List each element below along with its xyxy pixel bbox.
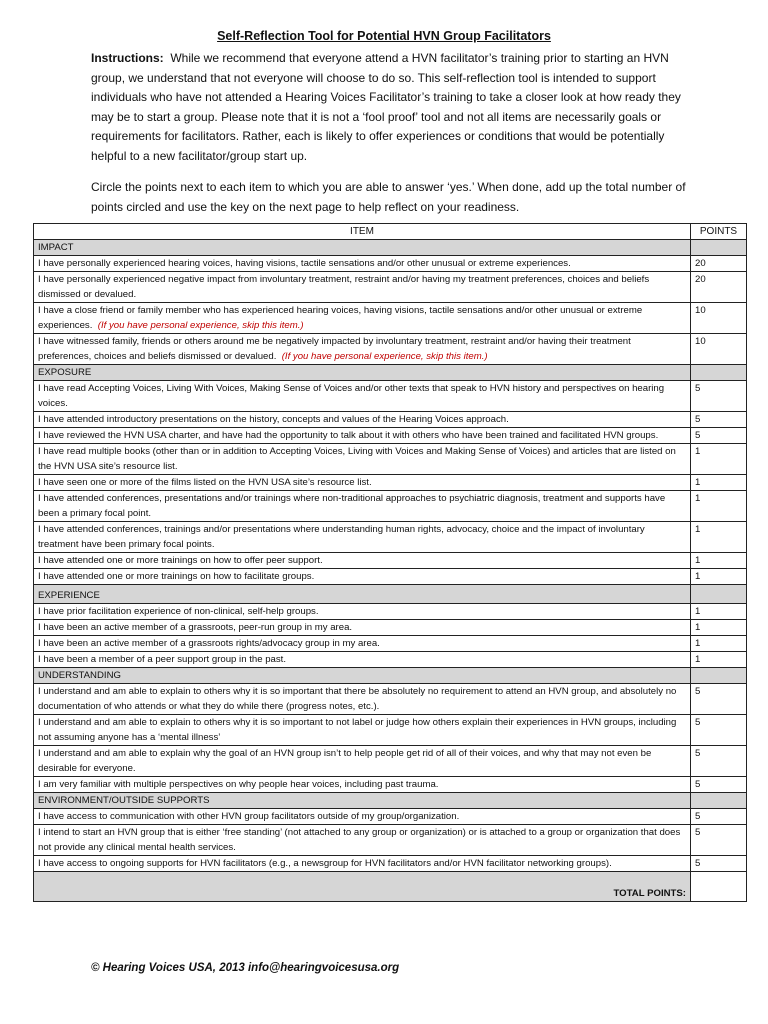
table-row	[34, 475, 747, 491]
item-points[interactable]: 5	[691, 856, 747, 872]
table-row	[34, 636, 747, 652]
total-row	[34, 872, 747, 902]
section-header-exposure	[34, 365, 747, 381]
table-row	[34, 856, 747, 872]
item-points[interactable]: 5	[691, 381, 747, 412]
table-row	[34, 381, 747, 412]
table-row	[34, 652, 747, 668]
instructions-paragraph	[91, 49, 691, 167]
skip-note: (If you have personal experience, skip this item.)	[97, 320, 304, 331]
item-text: I have been an active member of a grassroots rights/advocacy group in my area.	[34, 636, 691, 652]
table-row	[34, 428, 747, 444]
table-row	[34, 825, 747, 856]
table-row	[34, 522, 747, 553]
item-points[interactable]: 5	[691, 777, 747, 793]
table-row	[34, 256, 747, 272]
table-row	[34, 491, 747, 522]
item-text: I have prior facilitation experience of non-clinical, self-help groups.	[34, 604, 691, 620]
table-row	[34, 604, 747, 620]
item-text: I have access to ongoing supports for HVN facilitators (e.g., a newsgroup for HVN facilitators and/or HVN facilitator networking groups).	[34, 856, 691, 872]
document-title: Self-Reflection Tool for Potential HVN Group Facilitators	[217, 29, 551, 43]
instructions-label: Instructions:	[91, 51, 164, 65]
item-text: I have read Accepting Voices, Living With Voices, Making Sense of Voices and/or other texts that speak to HVN history and perspectives on hearing voices.	[34, 381, 691, 412]
item-text: I have attended conferences, presentations and/or trainings where non-traditional approaches to psychiatric diagnosis, treatment and supports have been a primary focal point.	[34, 491, 691, 522]
table-header-row	[34, 224, 747, 240]
table-row	[34, 334, 747, 365]
table-row	[34, 777, 747, 793]
item-text: I have been a member of a peer support group in the past.	[34, 652, 691, 668]
total-points-label: TOTAL POINTS:	[34, 872, 691, 902]
item-points[interactable]: 10	[691, 334, 747, 365]
table-row	[34, 444, 747, 475]
item-points[interactable]: 1	[691, 475, 747, 491]
item-text: I have attended introductory presentations on the history, concepts and values of the Hearing Voices approach.	[34, 412, 691, 428]
table-row	[34, 684, 747, 715]
item-text: I have attended conferences, trainings and/or presentations where understanding human rights, advocacy, choice and the impact of involuntary treatment have been primary focal points.	[34, 522, 691, 553]
item-text: I have personally experienced hearing voices, having visions, tactile sensations and/or other unusual or extreme experiences.	[34, 256, 691, 272]
section-title: IMPACT	[34, 240, 691, 256]
table-row	[34, 412, 747, 428]
points-column-header: POINTS	[691, 224, 747, 240]
item-text: I have a close friend or family member who has experienced hearing voices, having visions, tactile sensations and/or other unusual or extreme experiences.	[38, 305, 643, 331]
self-reflection-table	[33, 223, 747, 902]
item-points[interactable]: 1	[691, 522, 747, 553]
section-header-understanding	[34, 668, 747, 684]
item-points[interactable]: 20	[691, 272, 747, 303]
instructions-text: While we recommend that everyone attend a HVN facilitator’s training prior to starting an HVN group, we understand that not everyone will choose to do so. This self-reflection tool is intended to support individuals who have not attended a Hearing Voices Facilitator’s training to take a closer look at how ready they may be to start a group. Please note that it is not a ‘fool proof’ tool and not all items are necessarily goals or requirements for facilitators. Rather, each is likely to offer experiences or conditions that would be potentially helpful to a new facilitator/group start up.	[91, 51, 681, 163]
item-text: I understand and am able to explain to others why it is so important that there be absolutely no requirement to attend an HVN group, and absolutely no documentation of who attends or what they do while there (progress notes, etc.).	[34, 684, 691, 715]
item-text: I am very familiar with multiple perspectives on why people hear voices, including past trauma.	[34, 777, 691, 793]
item-points[interactable]: 1	[691, 652, 747, 668]
copyright-footer: © Hearing Voices USA, 2013 info@hearingvoicesusa.org	[91, 962, 400, 974]
item-points[interactable]: 5	[691, 746, 747, 777]
item-text: I have seen one or more of the films listed on the HVN USA site’s resource list.	[34, 475, 691, 491]
item-points[interactable]: 1	[691, 491, 747, 522]
section-title: UNDERSTANDING	[34, 668, 691, 684]
table-row	[34, 553, 747, 569]
item-points[interactable]: 5	[691, 412, 747, 428]
table-row	[34, 569, 747, 585]
item-text: I have access to communication with other HVN group facilitators outside of my group/organization.	[34, 809, 691, 825]
item-text: I have attended one or more trainings on how to offer peer support.	[34, 553, 691, 569]
item-points[interactable]: 5	[691, 825, 747, 856]
section-header-experience	[34, 585, 747, 604]
item-points[interactable]: 1	[691, 620, 747, 636]
item-points[interactable]: 1	[691, 636, 747, 652]
item-points[interactable]: 1	[691, 553, 747, 569]
item-text: I have witnessed family, friends or others around me be negatively impacted by involuntary treatment, restraint and/or having their treatment preferences, choices and beliefs dismissed or devalued.	[38, 336, 631, 362]
item-column-header: ITEM	[34, 224, 691, 240]
item-text: I have read multiple books (other than or in addition to Accepting Voices, Living with Voices and Making Sense of Voices) and articles that are listed on the HVN USA site’s resource list.	[34, 444, 691, 475]
item-cell	[34, 303, 691, 334]
total-points-field[interactable]	[691, 872, 747, 902]
item-text: I have attended one or more trainings on how to facilitate groups.	[34, 569, 691, 585]
table-row	[34, 809, 747, 825]
item-points[interactable]: 10	[691, 303, 747, 334]
item-points[interactable]: 1	[691, 604, 747, 620]
item-text: I have been an active member of a grassroots, peer-run group in my area.	[34, 620, 691, 636]
skip-note: (If you have personal experience, skip this item.)	[281, 351, 488, 362]
table-row	[34, 715, 747, 746]
item-text: I understand and am able to explain why the goal of an HVN group isn’t to help people get rid of all of their voices, and why that may not even be desirable for everyone.	[34, 746, 691, 777]
table-row	[34, 272, 747, 303]
circle-instructions: Circle the points next to each item to which you are able to answer ‘yes.’ When done, add up the total number of points circled and use the key on the next page to help reflect on your readiness.	[91, 180, 686, 214]
item-points[interactable]: 5	[691, 715, 747, 746]
item-points[interactable]: 20	[691, 256, 747, 272]
item-text: I understand and am able to explain to others why it is so important to not label or judge how others explain their experiences in HVN groups, including not assuming anyone has a ‘mental illness’	[34, 715, 691, 746]
section-title: ENVIRONMENT/OUTSIDE SUPPORTS	[34, 793, 691, 809]
section-title: EXPERIENCE	[34, 585, 691, 604]
item-points[interactable]: 5	[691, 809, 747, 825]
table-row	[34, 620, 747, 636]
item-text: I intend to start an HVN group that is either ‘free standing’ (not attached to any group or organization) or is attached to a group or organization that does not provide any clinical mental health services.	[34, 825, 691, 856]
table-row	[34, 303, 747, 334]
item-points[interactable]: 5	[691, 428, 747, 444]
section-title: EXPOSURE	[34, 365, 691, 381]
item-cell	[34, 334, 691, 365]
item-points[interactable]: 5	[691, 684, 747, 715]
table-row	[34, 746, 747, 777]
item-text: I have personally experienced negative impact from involuntary treatment, restraint and/or having my treatment preferences, choices and beliefs dismissed or devalued.	[34, 272, 691, 303]
item-points[interactable]: 1	[691, 569, 747, 585]
item-points[interactable]: 1	[691, 444, 747, 475]
item-text: I have reviewed the HVN USA charter, and have had the opportunity to talk about it with others who have been trained and facilitated HVN groups.	[34, 428, 691, 444]
section-header-impact	[34, 240, 747, 256]
section-header-environment	[34, 793, 747, 809]
